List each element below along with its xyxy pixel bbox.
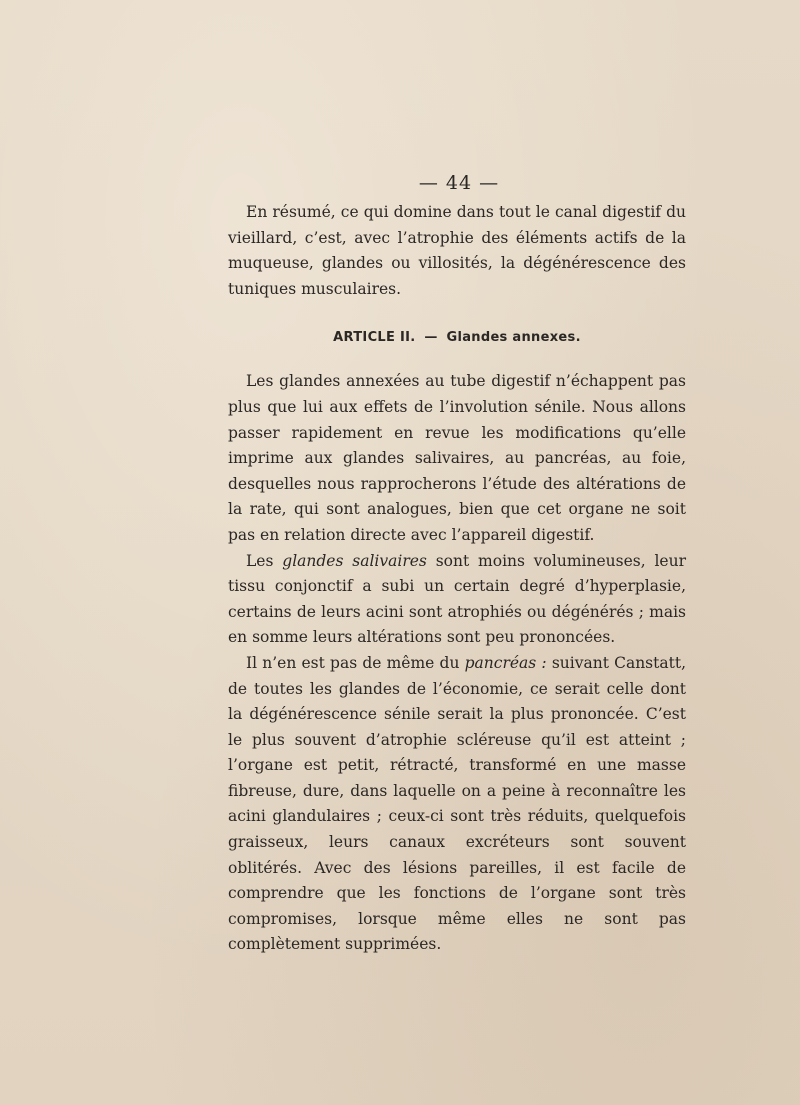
para3-after: sont moins volumineuses, leur tissu conjonctif a subi un certain degré d’hyperplasie, certains de leurs acini sont atrophiés ou dégénérés ; mais en somme leurs altérations sont peu prononcées. xyxy=(228,551,686,647)
section-heading xyxy=(228,330,686,345)
paragraph-pancreas xyxy=(228,651,686,958)
book-page xyxy=(228,172,686,958)
para4-after: suivant Canstatt, de toutes les glandes de l’économie, ce serait celle dont la dégénérescence sénile serait la plus prononcée. C’est le plus souvent d’atrophie scléreuse qu’il est atteint ; l’organe est petit, rétracté, transformé en une masse fibreuse, dure, dans laquelle on a peine à reconnaître les acini glandulaires ; ceux-ci sont très réduits, quelquefois graisseux, leurs canaux excréteurs sont souvent oblitérés. Avec des lésions pareilles, il est facile de comprendre que les fonctions de l’organe sont très compromises, lorsque même elles ne sont pas complètement supprimées. xyxy=(228,653,686,954)
paragraph-intro: Les glandes annexées au tube digestif n’échappent pas plus que lui aux effets de l’involution sénile. Nous allons passer rapidement en revue les modifications qu’elle imprime aux glandes salivaires, au pancréas, au foie, desquelles nous rapprocherons l’étude des altérations de la rate, qui sont analogues, bien que cet organe ne soit pas en relation directe avec l’appareil digestif. xyxy=(228,372,686,544)
paragraph-summary: En résumé, ce qui domine dans tout le canal digestif du vieillard, c’est, avec l’atrophie des éléments actifs de la muqueuse, glandes ou villosités, la dégénérescence des tuniques musculaires. xyxy=(228,203,686,298)
para3-term: glandes salivaires xyxy=(282,551,427,570)
article-number: ARTICLE II. xyxy=(333,330,416,346)
article-title: Glandes annexes. xyxy=(446,330,581,346)
para4-term: pancréas : xyxy=(464,653,547,672)
heading-dash: — xyxy=(424,330,438,346)
spacer xyxy=(228,302,686,330)
page-number: — 44 — xyxy=(418,172,500,194)
paragraph-salivary xyxy=(228,549,686,651)
para4-before: Il n’en est pas de même du xyxy=(246,653,465,672)
para3-before: Les xyxy=(246,551,283,570)
